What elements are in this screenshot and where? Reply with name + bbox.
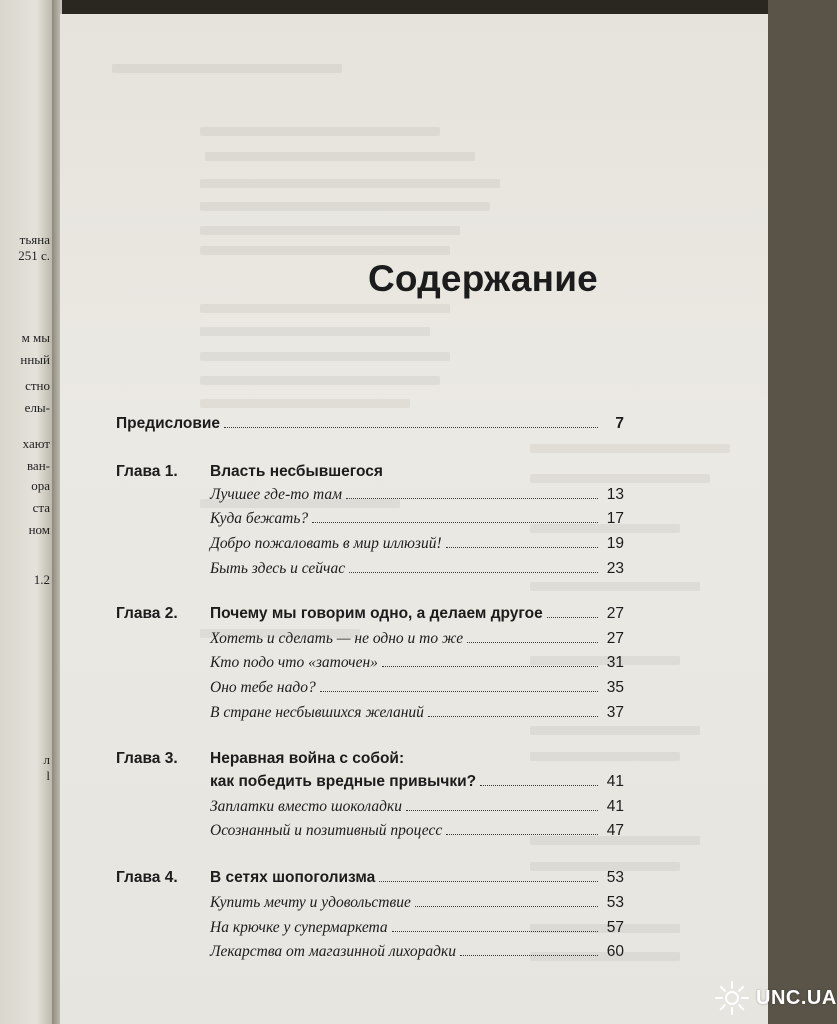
toc-preface-row[interactable]: [116, 415, 624, 433]
chapter-page: 53: [606, 869, 624, 886]
left-page-text-fragment: хают: [22, 436, 50, 451]
leader-dots: [382, 666, 598, 667]
page-title: Содержание: [368, 258, 598, 299]
left-page-text-fragment: м мы: [21, 330, 50, 345]
leader-dots: [460, 955, 598, 956]
toc-section-row[interactable]: [210, 630, 624, 648]
left-page-text-fragment: 1.2: [33, 572, 50, 587]
section-title: На крючке у супермаркета: [210, 919, 388, 936]
left-page-text-fragment: ора: [31, 478, 50, 493]
section-page: 13: [606, 486, 624, 503]
left-page-text-fragment: 251 с.: [18, 248, 50, 263]
leader-dots: [349, 572, 598, 573]
section-page: 37: [606, 704, 624, 721]
section-title: Хотеть и сделать — не одно и то же: [210, 630, 464, 647]
section-title: Осознанный и позитивный процесс: [210, 822, 443, 839]
leader-dots: [224, 427, 598, 428]
section-title: Лекарства от магазинной лихорадки: [210, 943, 456, 960]
toc-preface-page: 7: [615, 415, 624, 432]
watermark-text: UNC.UA: [756, 986, 837, 1009]
section-page: 53: [606, 894, 624, 911]
toc-section-row[interactable]: [210, 822, 624, 840]
section-title: Лучшее где-то там: [210, 486, 343, 503]
leader-dots: [379, 881, 598, 882]
section-page: 31: [606, 654, 624, 671]
leader-dots: [467, 642, 598, 643]
leader-dots: [392, 931, 598, 932]
section-title: Оно тебе надо?: [210, 679, 316, 696]
section-title: Добро пожаловать в мир иллюзий!: [210, 535, 442, 552]
section-title: Куда бежать?: [210, 510, 309, 527]
leader-dots: [446, 547, 598, 548]
top-dark-strip: [0, 0, 768, 14]
section-page: 23: [606, 560, 624, 577]
chapter-title-line2: как победить вредные привычки?: [210, 773, 477, 790]
leader-dots: [406, 810, 598, 811]
leader-dots: [346, 498, 598, 499]
section-page: 60: [606, 943, 624, 960]
left-page-text-fragment: l: [46, 768, 50, 783]
chapter-number: Глава 3.: [116, 750, 178, 767]
chapter-title: Неравная война с собой:: [210, 750, 405, 767]
toc-section-row[interactable]: [210, 943, 624, 961]
left-page-text-fragment: тьяна: [19, 232, 50, 247]
toc-section-row[interactable]: [210, 894, 624, 912]
watermark: [714, 980, 837, 1016]
left-page-text-fragment: нный: [20, 352, 50, 367]
left-page-text-fragment: ста: [32, 500, 50, 515]
chapter-title-row[interactable]: [210, 605, 624, 623]
table-of-contents: [60, 14, 768, 1024]
left-page-fragment: [0, 0, 52, 1024]
toc-preface-label: Предисловие: [116, 415, 221, 432]
left-page-text-fragment: л: [43, 752, 50, 767]
chapter-title: В сетях шопоголизма: [210, 869, 376, 886]
chapter-number: Глава 4.: [116, 869, 178, 886]
section-page: 17: [606, 510, 624, 527]
leader-dots: [480, 785, 598, 786]
section-page: 35: [606, 679, 624, 696]
section-page: 47: [606, 822, 624, 839]
leader-dots: [415, 906, 598, 907]
left-page-text-fragment: елы-: [24, 400, 50, 415]
section-page: 57: [606, 919, 624, 936]
toc-page: [60, 14, 837, 1024]
toc-section-row[interactable]: [210, 654, 624, 672]
toc-section-row[interactable]: [210, 510, 624, 528]
chapter-page: 41: [606, 773, 624, 790]
leader-dots: [320, 691, 598, 692]
section-page: 19: [606, 535, 624, 552]
toc-section-row[interactable]: [210, 704, 624, 722]
left-page-text-fragment: ван-: [26, 458, 50, 473]
left-page-text-fragment: стно: [25, 378, 50, 393]
section-title: Быть здесь и сейчас: [210, 560, 346, 577]
section-title: Кто подо что «заточен»: [210, 654, 378, 671]
toc-section-row[interactable]: [210, 919, 624, 937]
left-page-text-fragment: ном: [28, 522, 50, 537]
toc-section-row[interactable]: [210, 535, 624, 553]
chapter-title-row[interactable]: [210, 869, 624, 887]
chapter-number: Глава 1.: [116, 463, 178, 480]
leader-dots: [547, 617, 598, 618]
toc-section-row[interactable]: [210, 679, 624, 697]
leader-dots: [428, 716, 598, 717]
chapter-title-row[interactable]: [210, 773, 624, 791]
section-page: 27: [606, 630, 624, 647]
chapter-number: Глава 2.: [116, 605, 178, 622]
section-title: Заплатки вместо шоколадки: [210, 798, 402, 815]
toc-section-row[interactable]: [210, 560, 624, 578]
chapter-title-row[interactable]: [210, 463, 624, 481]
leader-dots: [446, 834, 598, 835]
section-page: 41: [606, 798, 624, 815]
section-title: В стране несбывшихся желаний: [210, 704, 424, 721]
toc-section-row[interactable]: [210, 486, 624, 504]
chapter-page: 27: [606, 605, 624, 622]
sun-logo-icon: [714, 980, 750, 1016]
toc-section-row[interactable]: [210, 798, 624, 816]
chapter-title: Власть несбывшегося: [210, 463, 383, 480]
section-title: Купить мечту и удовольствие: [210, 894, 411, 911]
chapter-title: Почему мы говорим одно, а делаем другое: [210, 605, 543, 622]
leader-dots: [312, 522, 598, 523]
